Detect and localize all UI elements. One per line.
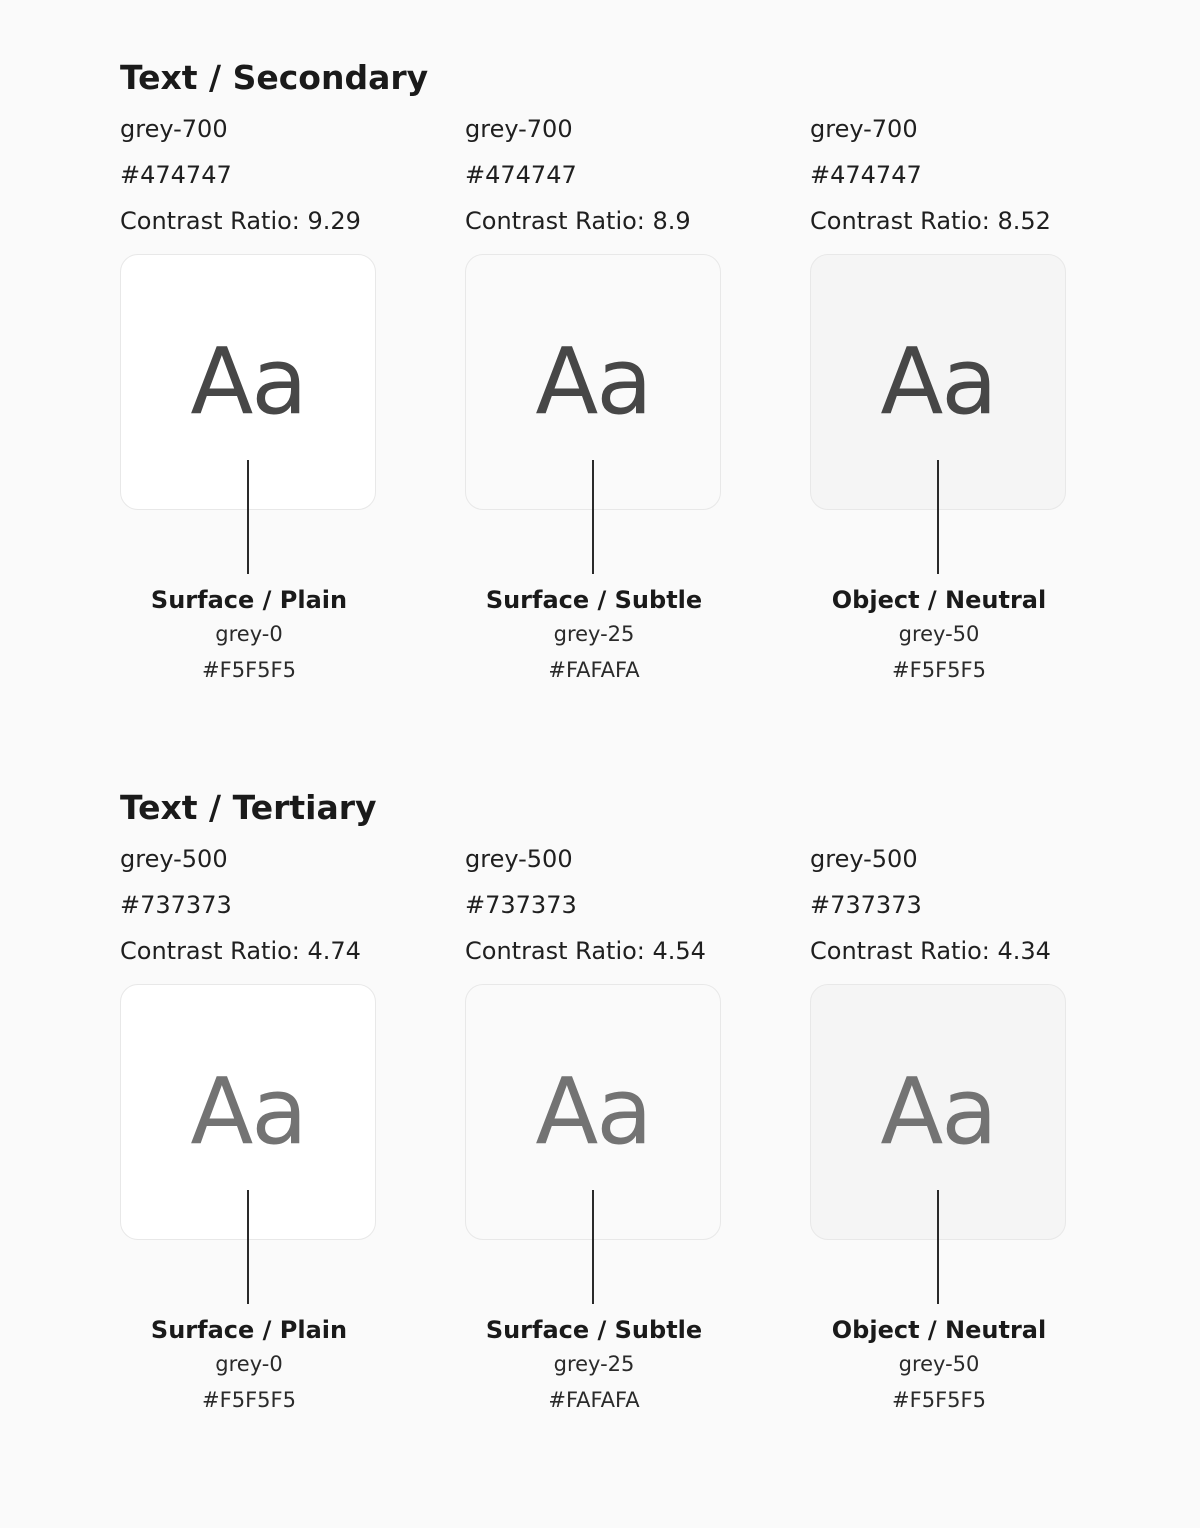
type-sample: Aa [535, 1058, 651, 1165]
surface-label [465, 1314, 723, 1418]
contrast-ratio: Contrast Ratio: 8.9 [465, 207, 691, 235]
surface-token: grey-25 [553, 622, 635, 646]
surface-label [465, 584, 723, 688]
text-token: grey-500 [465, 845, 573, 873]
surface-label [810, 1314, 1068, 1418]
surface-label [120, 1314, 378, 1418]
connector-line [937, 1190, 939, 1304]
section-title: Text / Secondary [120, 58, 429, 97]
type-sample: Aa [880, 1058, 996, 1165]
surface-token: grey-0 [215, 622, 283, 646]
surface-name: Object / Neutral [831, 586, 1047, 614]
contrast-ratio: Contrast Ratio: 4.54 [465, 937, 706, 965]
surface-hex: #F5F5F5 [892, 1388, 986, 1412]
contrast-ratio: Contrast Ratio: 4.34 [810, 937, 1051, 965]
surface-name: Surface / Subtle [485, 586, 703, 614]
text-hex: #474747 [120, 161, 232, 189]
surface-hex: #F5F5F5 [202, 658, 296, 682]
connector-line [247, 1190, 249, 1304]
text-token: grey-500 [120, 845, 228, 873]
surface-label [810, 584, 1068, 688]
surface-token: grey-50 [898, 1352, 980, 1376]
text-token: grey-700 [810, 115, 918, 143]
connector-line [592, 1190, 594, 1304]
text-hex: #737373 [120, 891, 232, 919]
type-sample: Aa [880, 328, 996, 435]
text-hex: #474747 [465, 161, 577, 189]
text-token: grey-700 [120, 115, 228, 143]
connector-line [592, 460, 594, 574]
surface-hex: #F5F5F5 [202, 1388, 296, 1412]
section-title: Text / Tertiary [120, 788, 377, 827]
connector-line [937, 460, 939, 574]
type-sample: Aa [190, 328, 306, 435]
surface-name: Object / Neutral [831, 1316, 1047, 1344]
text-token: grey-700 [465, 115, 573, 143]
surface-token: grey-50 [898, 622, 980, 646]
surface-label [120, 584, 378, 688]
contrast-ratio: Contrast Ratio: 4.74 [120, 937, 361, 965]
surface-hex: #FAFAFA [548, 658, 640, 682]
text-hex: #737373 [465, 891, 577, 919]
surface-name: Surface / Subtle [485, 1316, 703, 1344]
contrast-ratio: Contrast Ratio: 8.52 [810, 207, 1051, 235]
text-token: grey-500 [810, 845, 918, 873]
surface-token: grey-25 [553, 1352, 635, 1376]
surface-hex: #F5F5F5 [892, 658, 986, 682]
surface-name: Surface / Plain [150, 586, 348, 614]
text-hex: #737373 [810, 891, 922, 919]
type-sample: Aa [190, 1058, 306, 1165]
type-sample: Aa [535, 328, 651, 435]
surface-name: Surface / Plain [150, 1316, 348, 1344]
surface-token: grey-0 [215, 1352, 283, 1376]
contrast-ratio: Contrast Ratio: 9.29 [120, 207, 361, 235]
text-hex: #474747 [810, 161, 922, 189]
surface-hex: #FAFAFA [548, 1388, 640, 1412]
connector-line [247, 460, 249, 574]
